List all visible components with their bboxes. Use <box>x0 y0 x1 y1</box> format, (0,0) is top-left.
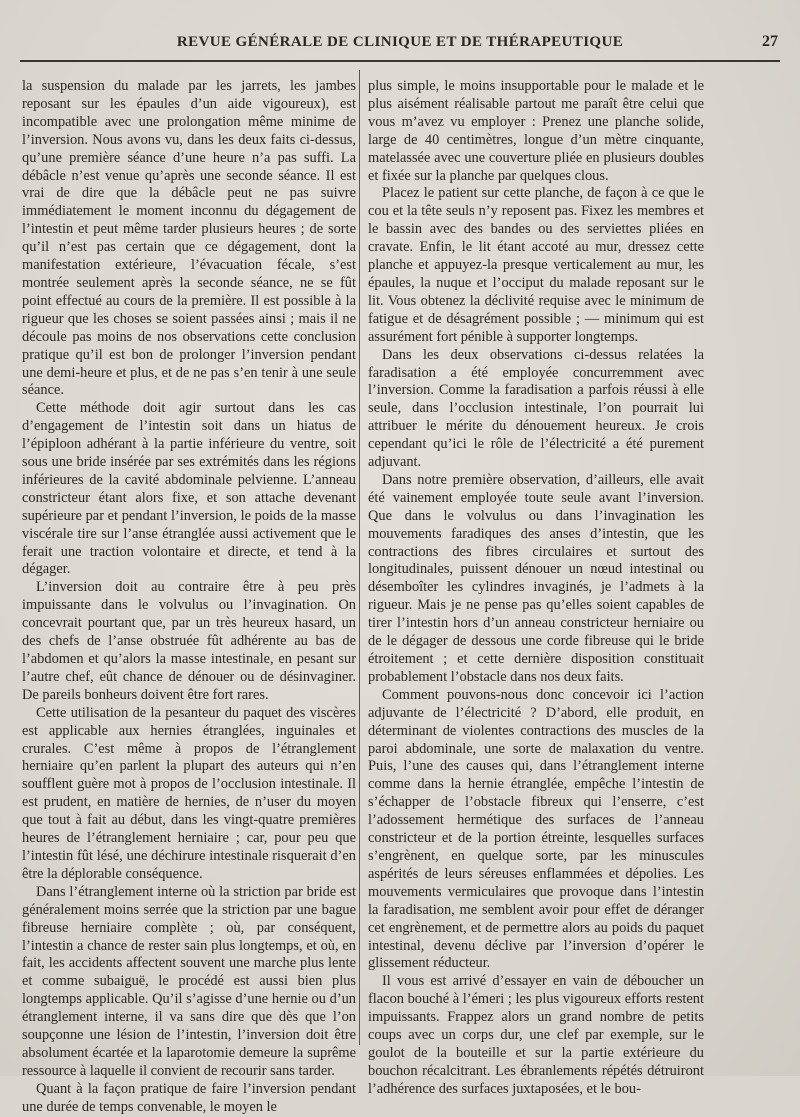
paragraph: L’inversion doit au contraire être à peu près impuissante dans le volvulus ou l’invagination. On concevrait pourtant que, par un très heureux hasard, un des chefs de l’anse obstruée fût adhérente au bas de l’abdomen et qu’alors la masse intestinale, en pesant sur l’autre chef, eût chance de dénouer ou de désinvaginer. De pareils bonheurs doivent être fort rares. <box>22 579 356 703</box>
running-title: REVUE GÉNÉRALE DE CLINIQUE ET DE THÉRAPEUTIQUE <box>176 34 624 50</box>
paragraph: Dans notre première observation, d’ailleurs, elle avait été vainement employée toute seule avant l’inversion. Que dans le volvulus ou dans l’invagination les mouvements faradiques des anses d’intestin, que les contractions des fibres circulaires et surtout des longitudinales, puissent dénouer un nœud intestinal ou désemboîter les cylindres invaginés, je l’admets à la rigueur. Mais je ne pense pas qu’elles soient capables de tirer l’intestin hors d’un anneau constricteur herniaire ou de le dégager de dessous une corde fibreuse qui le bride étroitement ; et cette dernière disposition constituait probablement l’obstacle dans nos deux faits. <box>368 471 704 685</box>
left-column <box>22 78 356 1117</box>
right-column <box>368 78 704 1099</box>
paragraph: Quant à la façon pratique de faire l’inversion pendant une durée de temps convenable, le moyen le <box>22 1080 356 1115</box>
page-number: 27 <box>762 33 778 50</box>
paragraph: la suspension du malade par les jarrets, les jambes reposant sur les épaules d’un aide vigoureux), est incompatible avec une prolongation même minime de l’inversion. Nous avons vu, dans les deux faits ci-dessus, qu’une première séance d’une heure n’a pas suffi. La débâcle n’est venue qu’après une seconde séance. Il est vrai de dire que la débâcle peut ne pas suivre immédiatement le moment inconnu du dégagement de l’intestin et peut même tarder plusieurs heures ; de sorte qu’il n’est pas certain que ce dégagement, dont la manifestation extérieure, l’évacuation fécale, s’est montrée seulement après la seconde séance, ne se fût point effectué au cours de la première. Il est possible à la rigueur que les choses se soient passées ainsi ; mais il ne découle pas moins de nos observations cette conclusion pratique qu’il est bon de prolonger l’inversion pendant une demi-heure et plus, et de ne pas s’en tenir à une seule séance. <box>22 78 356 399</box>
paragraph: Placez le patient sur cette planche, de façon à ce que le cou et la tête seuls n’y reposent pas. Fixez les membres et le bassin avec des bandes ou des serviettes pliées en cravate. Enfin, le lit étant accoté au mur, dressez cette planche et appuyez-la presque verticalement au mur, les épaules, la nuque et l’occiput du malade reposant sur le lit. Vous obtenez la déclivité requise avec le minimum de fatigue et de désagrément possible ; — minimum qui est assurément fort pénible à supporter longtemps. <box>368 185 704 345</box>
page-header <box>20 30 780 62</box>
paragraph: Cette utilisation de la pesanteur du paquet des viscères est applicable aux hernies étranglées, inguinales et crurales. C’est même à propos de l’étranglement herniaire qu’en parlent la plupart des auteurs qui n’en soufflent guère mot à propos de l’occlusion intestinale. Il est prudent, en matière de hernies, de n’user du moyen que tout à fait au début, dans les vingt-quatre premières heures de l’étranglement herniaire ; car, pour peu que l’intestin fût lésé, une déchirure intestinale risquerait d’en être la déplorable conséquence. <box>22 704 356 882</box>
paragraph: Cette méthode doit agir surtout dans les cas d’engagement de l’intestin soit dans un hiatus de l’épiploon adhérant à la partie inférieure du ventre, soit sous une bride insérée par ses extrémités dans les régions inférieures de la cavité abdominale pelvienne. L’anneau constricteur étant alors fixe, et son attache devenant supérieure par et pendant l’inversion, le poids de la masse viscérale tire sur l’anse étranglée aussi activement que le ferait une traction volontaire et directe, et tend à la dégager. <box>22 400 356 578</box>
paragraph: Dans les deux observations ci-dessus relatées la faradisation a été employée concurremment avec l’inversion. Comme la faradisation a parfois réussi à elle seule, dans l’occlusion intestinale, l’on pourrait lui attribuer le mérite du dénouement heureux. Je crois cependant qu’ici le rôle de l’électricité a été purement adjuvant. <box>368 346 704 471</box>
column-divider <box>359 70 360 1045</box>
paragraph: Il vous est arrivé d’essayer en vain de déboucher un flacon bouché à l’émeri ; les plus vigoureux efforts restent impuissants. Frappez alors un grand nombre de petits coups avec un corps dur, une clef par exemple, sur le goulot de la bouteille et sur la partie extérieure du bouchon récalcitrant. Les ébranlements répétés détruiront l’adhérence des surfaces juxtaposées, et le bou- <box>368 973 704 1097</box>
paragraph: Dans l’étranglement interne où la striction par bride est généralement moins serrée que la striction par une bague fibreuse herniaire complète ; où, par conséquent, l’intestin a chance de rester sain plus longtemps, et où, en fait, les accidents affectent souvent une marche plus lente et comme subaiguë, le procédé est aussi bien plus longtemps applicable. Qu’il s’agisse d’une hernie ou d’un étranglement interne, il va sans dire que dès que l’on soupçonne une lésion de l’intestin, l’inversion doit être absolument écartée et la laparotomie demeure la suprême ressource à laquelle il convient de recourir sans tarder. <box>22 883 356 1079</box>
paragraph: plus simple, le moins insupportable pour le malade et le plus aisément réalisable partout me paraît être celui que vous m’avez vu employer : Prenez une planche solide, large de 40 centimètres, longue d’un mètre cinquante, matelassée avec une couverture pliée en plusieurs doubles et fixée sur la planche par quelques clous. <box>368 78 704 184</box>
paragraph: Comment pouvons-nous donc concevoir ici l’action adjuvante de l’électricité ? D’abord, elle produit, en déterminant de violentes contractions des muscles de la paroi abdominale, une sorte de malaxation du ventre. Puis, l’une des causes qui, dans l’étranglement interne comme dans la hernie étranglée, empêche l’intestin de s’échapper de l’obstacle fibreux qui l’enserre, c’est l’adossement hermétique des surfaces de l’anneau constricteur et de la portion étreinte, lesquelles surfaces s’engrènent, en quelque sorte, par les minuscules aspérités de leurs séreuses enflammées et dépolies. Les mouvements vermiculaires que provoque dans l’intestin la faradisation, me semblent avoir pour effet de déranger cet engrènement, et de permettre alors au poids du paquet intestinal, devenu déclive par l’inversion d’opérer le glissement réducteur. <box>368 686 704 972</box>
